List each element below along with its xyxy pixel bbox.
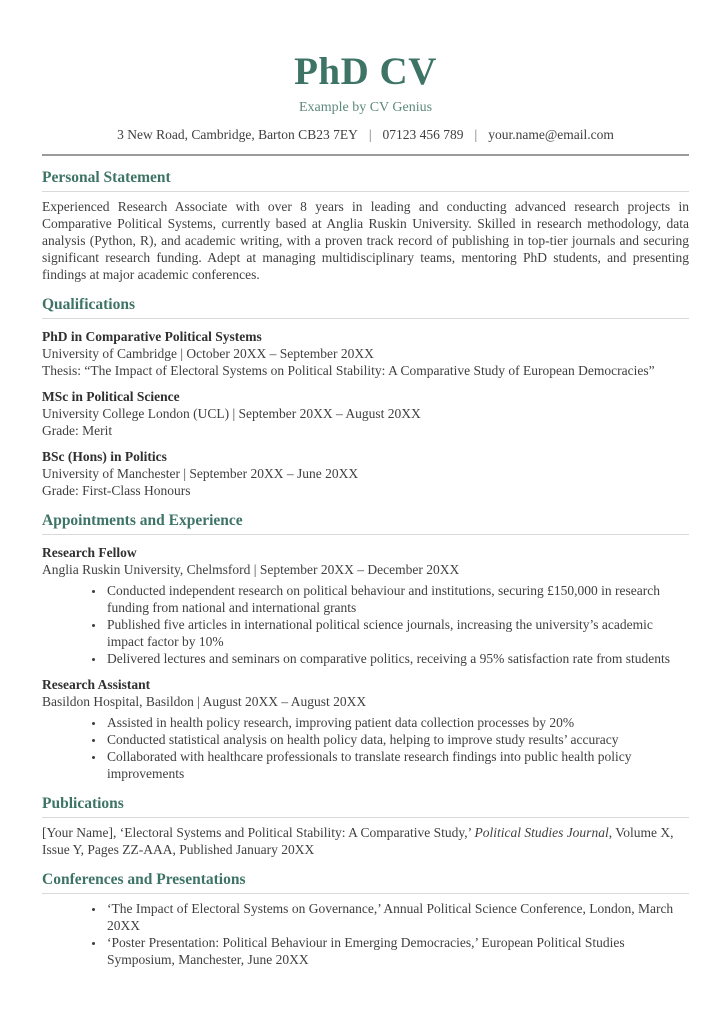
personal-statement-text: Experienced Research Associate with over 8 years in leading and conducting advanced research projects in Comparative Political Systems, currently based at Anglia Ruskin University. Skilled in research methodology, data analysis (Python, R), and academic writing, with a proven track record of publishing in top-tier journals and securing significant research funding. Adept at managing multidisciplinary teams, mentoring PhD students, and presenting findings at major academic conferences.: [42, 198, 689, 282]
job-bullet: • Delivered lectures and seminars on comparative politics, receiving a 95% satisfaction rate from students: [105, 650, 689, 667]
qualification-title: BSc (Hons) in Politics: [42, 448, 167, 464]
section-qualifications: [42, 296, 689, 499]
cv-header: [42, 52, 689, 143]
job-bullet: • Assisted in health policy research, improving patient data collection processes by 20%: [105, 714, 689, 731]
cv-title: PhD CV: [294, 50, 437, 93]
section-conferences: [42, 871, 689, 968]
cv-subtitle: Example by CV Genius: [298, 99, 433, 115]
experience-entry: [42, 677, 689, 782]
conferences-heading: Conferences and Presentations: [42, 871, 689, 894]
job-bullet: • Conducted independent research on political behaviour and institutions, securing £150,000 in research funding from national and international grants: [105, 582, 689, 616]
header-divider: [42, 154, 689, 156]
qualification-institution-dates: University of Manchester | September 20XX – June 20XX: [42, 465, 359, 481]
qualification-title: PhD in Comparative Political Systems: [42, 328, 262, 344]
job-bullet-list: [42, 582, 689, 667]
personal-statement-heading: Personal Statement: [42, 169, 689, 192]
publication-entry: [42, 824, 689, 858]
publication-citation-post: , Volume X, Issue Y, Pages ZZ-AAA, Published January 20XX: [42, 824, 674, 857]
qualification-title: MSc in Political Science: [42, 388, 180, 404]
contact-separator: |: [368, 126, 372, 142]
contact-phone: 07123 456 789: [382, 126, 464, 142]
job-bullet: • Conducted statistical analysis on health policy data, helping to improve study results’ accuracy: [105, 731, 689, 748]
qualification-institution-dates: University College London (UCL) | September 20XX – August 20XX: [42, 405, 421, 421]
section-experience: [42, 512, 689, 782]
conference-bullet-list: [42, 900, 689, 968]
qualifications-heading: Qualifications: [42, 296, 689, 319]
contact-email: your.name@email.com: [488, 126, 614, 142]
qualification-detail: Grade: First-Class Honours: [42, 482, 191, 498]
experience-entry: [42, 545, 689, 667]
contact-address: 3 New Road, Cambridge, Barton CB23 7EY: [117, 126, 358, 142]
publications-heading: Publications: [42, 795, 689, 818]
job-employer-dates: Basildon Hospital, Basildon | August 20XX – August 20XX: [42, 693, 367, 709]
publication-journal-name: Political Studies Journal: [474, 824, 609, 840]
qualification-institution-dates: University of Cambridge | October 20XX – September 20XX: [42, 345, 374, 361]
section-personal-statement: [42, 169, 689, 283]
conference-bullet: • ‘The Impact of Electoral Systems on Governance,’ Annual Political Science Conference, London, March 20XX: [105, 900, 689, 934]
qualification-detail: Grade: Merit: [42, 422, 113, 438]
contact-separator: |: [474, 126, 478, 142]
conference-bullet: • ‘Poster Presentation: Political Behaviour in Emerging Democracies,’ European Political Studies Symposium, Manchester, June 20XX: [105, 934, 689, 968]
section-publications: [42, 795, 689, 858]
job-bullet-list: [42, 714, 689, 782]
publication-citation-pre: [Your Name], ‘Electoral Systems and Political Stability: A Comparative Study,’: [42, 824, 475, 840]
qualification-detail: Thesis: “The Impact of Electoral Systems on Political Stability: A Comparative Study of European Democracies”: [42, 362, 655, 378]
job-title: Research Assistant: [42, 676, 151, 692]
job-bullet: • Collaborated with healthcare professionals to translate research findings into public health policy improvements: [105, 748, 689, 782]
contact-line: [42, 127, 689, 143]
job-bullet: • Published five articles in international political science journals, increasing the university’s academic impact factor by 10%: [105, 616, 689, 650]
job-employer-dates: Anglia Ruskin University, Chelmsford | September 20XX – December 20XX: [42, 561, 460, 577]
qualification-entry: [42, 389, 689, 439]
qualification-entry: [42, 449, 689, 499]
job-title: Research Fellow: [42, 544, 137, 560]
qualification-entry: [42, 329, 689, 379]
experience-heading: Appointments and Experience: [42, 512, 689, 535]
